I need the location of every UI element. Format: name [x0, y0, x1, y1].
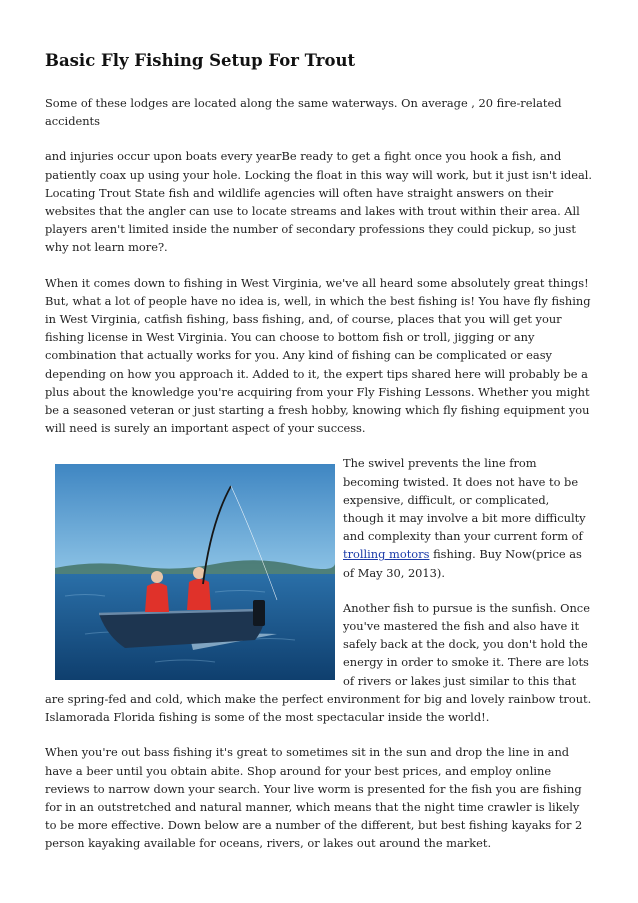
paragraph-boats: and injuries occur upon boats every yearBe ready to get a fight once you hook a fish, and patiently coax up using your hole. Locking the float in this way will work, but it just isn't ideal. Locating Trout State fish and wildlife agencies will often have straight answers on their websites that the angler can use to locate streams and lakes with trout within their area. All players aren't limited inside the number of secondary professions they could pickup, so just why not learn more?.	[45, 149, 593, 255]
outboard-motor	[253, 600, 265, 626]
paragraph-sunfish: Another fish to pursue is the sunfish. Once you've mastered the fish and also have it safely back at the dock, you don't hold the energy in order to smoke it. There are lots of rivers or lakes just similar to this that are spring-fed and cold, which make the perfect environment for big and lovely rainbow trout. Islamorada Florida fishing is some of the most spectacular inside the world!.	[45, 600, 592, 725]
swivel-text: The swivel prevents the line from becoming twisted. It does not have to be expensive, difficult, or complicated, though it may involve a bit more difficulty and complexity than your current form of	[343, 456, 586, 544]
paragraph-west-virginia: When it comes down to fishing in West Virginia, we've all heard some absolutely great things! But, what a lot of people have no idea is, well, in which the best fishing is! You have fly fishing in West Virginia, catfish fishing, bass fishing, and, of course, places that you will get your fishing license in West Virginia. You can choose to bottom fish or troll, jigging or any combination that actually works for you. Any kind of fishing can be complicated or easy depending on how you approach it. Added to it, the expert tips shared here will probably be a plus about the knowledge you're acquiring from your Fly Fishing Lessons. Whether you might be a seasoned veteran or just starting a fresh hobby, knowing which fly fishing equipment you will need is surely an important aspect of your success.	[45, 275, 591, 436]
paragraph-bass-fishing: When you're out bass fishing it's great to sometimes sit in the sun and drop the line in and have a beer until you obtain abite. Shop around for your best prices, and employ online reviews to narrow down your search. Your live worm is presented for the fish you are fishing for in an outstretched and natural manner, which means that the night time crawler is likely to be more effective. Down below are a number of the different, but best fishing kayaks for 2 person kayaking available for oceans, rivers, or lakes out around the market.	[45, 745, 583, 851]
article-title: Basic Fly Fishing Setup For Trout	[45, 51, 356, 70]
trolling-motors-link[interactable]: trolling motors	[343, 547, 430, 562]
fishing-boat-photo	[55, 464, 335, 680]
paragraph-intro: Some of these lodges are located along the same waterways. On average , 20 fire-related accidents	[45, 96, 562, 129]
fishing-boat-illustration	[55, 464, 335, 680]
swivel-text-end: fishing. Buy Now(price as of May 30, 2013).	[343, 547, 582, 580]
sky	[55, 464, 335, 576]
